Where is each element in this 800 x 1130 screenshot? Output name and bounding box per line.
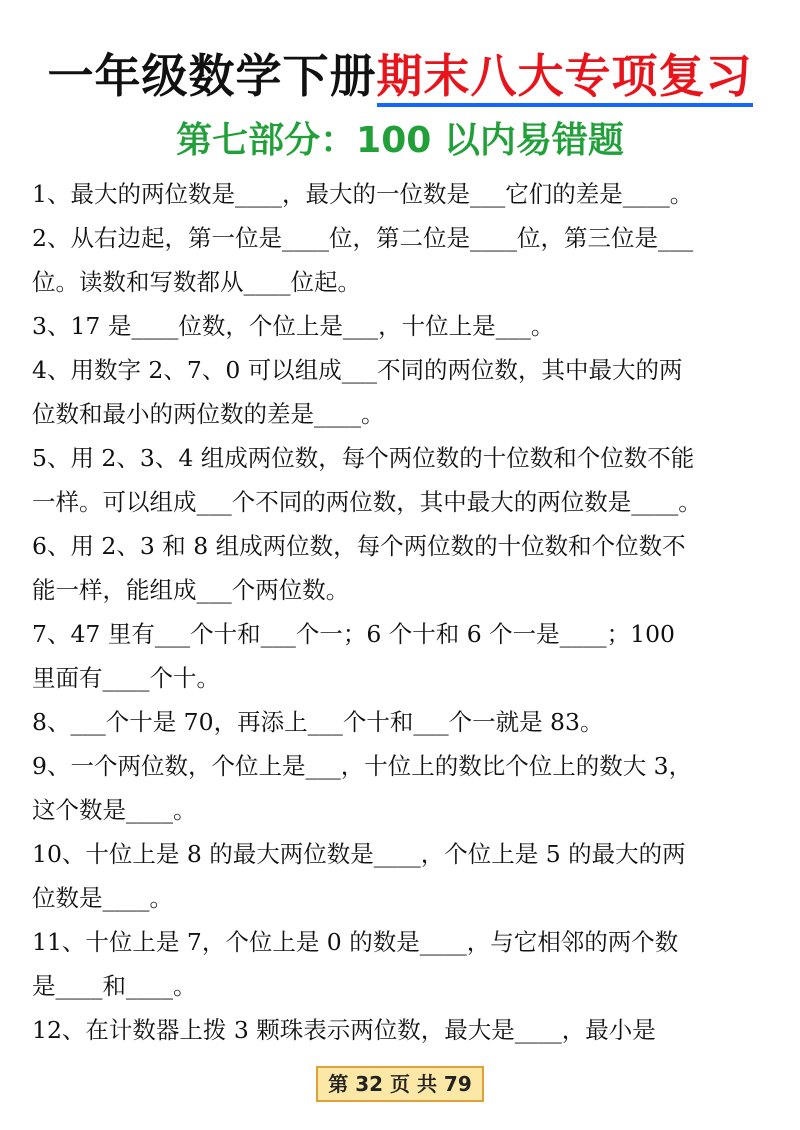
question-line: 7、47 里有___个十和___个一；6 个十和 6 个一是____；100 [32, 620, 675, 648]
question-line: 8、___个十是 70，再添上___个十和___个一就是 83。 [32, 708, 604, 736]
question-line: 9、一个两位数，个位上是___，十位上的数比个位上的数大 3， [32, 752, 693, 780]
question-line: 里面有____个十。 [32, 664, 220, 692]
question-line: 1、最大的两位数是____，最大的一位数是___它们的差是____。 [32, 180, 694, 208]
question-line: 位数和最小的两位数的差是____。 [32, 400, 385, 428]
question-line: 位。读数和写数都从____位起。 [32, 268, 361, 296]
page-title [0, 48, 800, 104]
title-red-part: 期末八大专项复习 [377, 49, 753, 107]
question-line: 5、用 2、3、4 组成两位数，每个两位数的十位数和个位数不能 [32, 444, 695, 472]
question-line: 这个数是____。 [32, 796, 197, 824]
question-line: 2、从右边起，第一位是____位，第二位是____位，第三位是___ [32, 224, 694, 252]
question-line: 是____和____。 [32, 972, 197, 1000]
question-line: 3、17 是____位数，个位上是___，十位上是___。 [32, 312, 555, 340]
question-line: 10、十位上是 8 的最大两位数是____，个位上是 5 的最大的两 [32, 840, 686, 868]
question-line: 能一样，能组成___个两位数。 [32, 576, 350, 604]
page-number-badge: 第 32 页 共 79 [316, 1066, 484, 1102]
title-black-part: 一年级数学下册 [47, 49, 377, 103]
question-line: 一样。可以组成___个不同的两位数，其中最大的两位数是____。 [32, 488, 702, 516]
question-line: 12、在计数器上拨 3 颗珠表示两位数，最大是____，最小是 [32, 1016, 656, 1044]
question-line: 位数是____。 [32, 884, 173, 912]
section-subtitle: 第七部分：100 以内易错题 [176, 120, 624, 161]
question-line: 11、十位上是 7，个位上是 0 的数是____，与它相邻的两个数 [32, 928, 679, 956]
question-list [32, 172, 772, 1052]
question-line: 4、用数字 2、7、0 可以组成___不同的两位数，其中最大的两 [32, 356, 683, 384]
question-line: 6、用 2、3 和 8 组成两位数，每个两位数的十位数和个位数不 [32, 532, 686, 560]
